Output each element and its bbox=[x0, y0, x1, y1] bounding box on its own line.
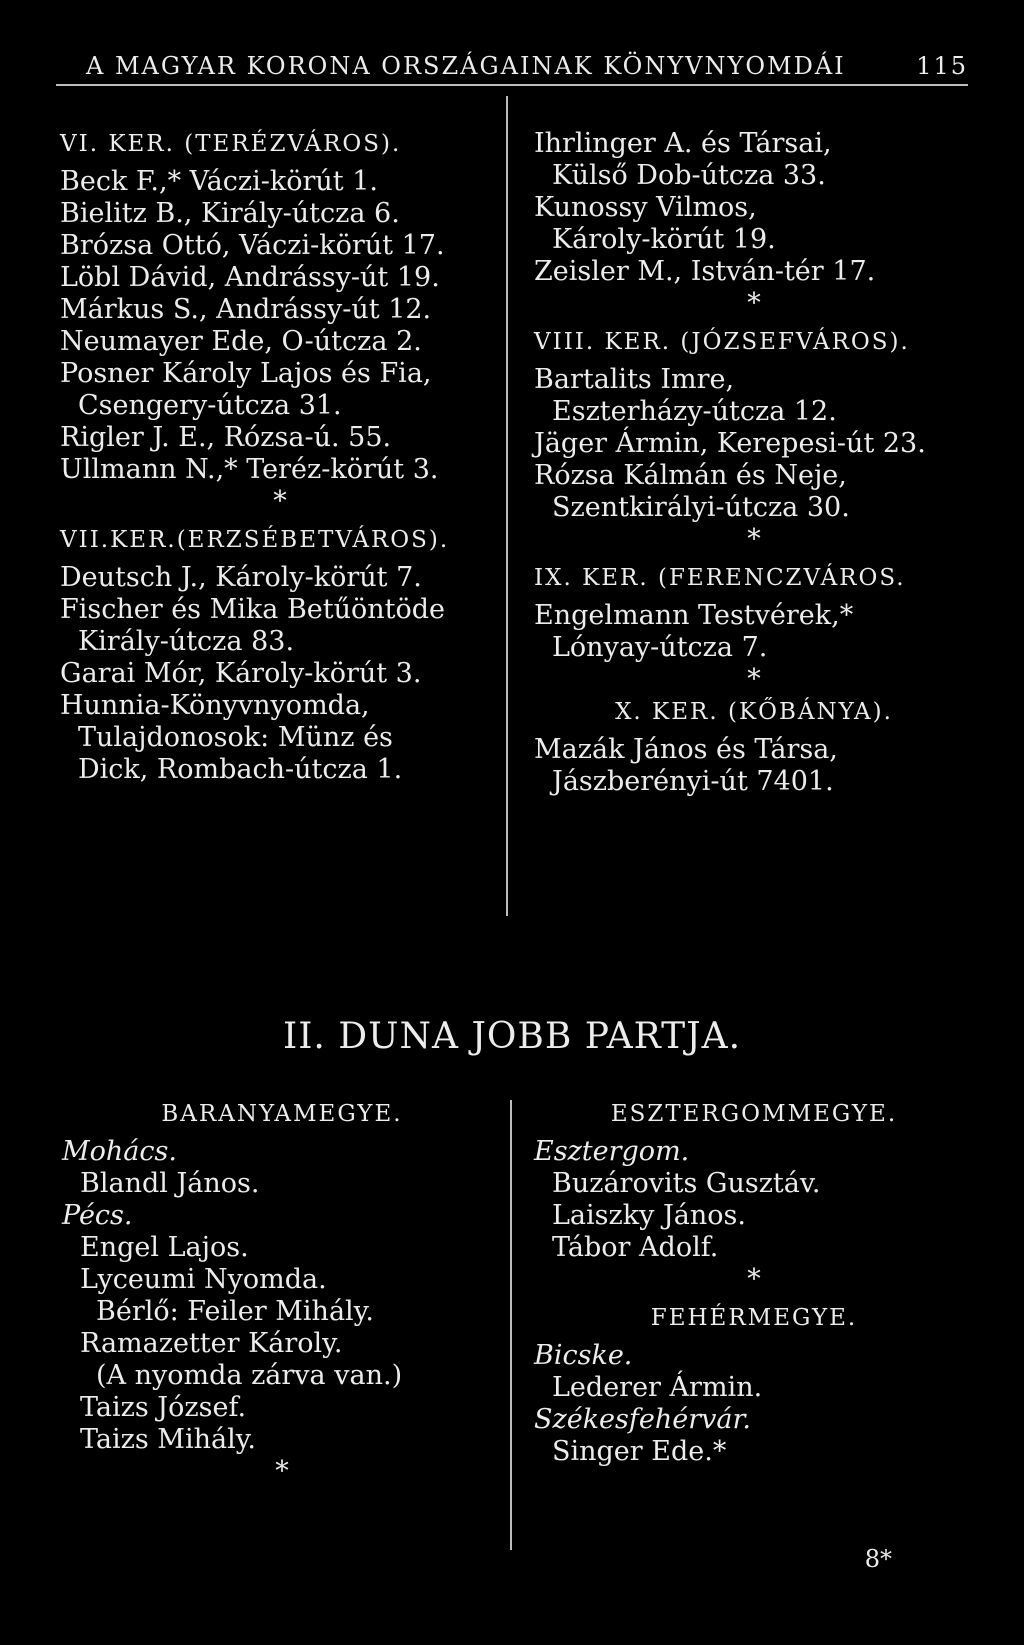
list-item: Lyceumi Nyomda. bbox=[80, 1264, 327, 1295]
list-item-continued: Jászberényi-út 7401. bbox=[552, 766, 834, 797]
section-heading: II. DUNA JOBB PARTJA. bbox=[282, 1016, 742, 1057]
list-item: Ullmann N.,* Teréz-körút 3. bbox=[60, 454, 439, 485]
list-item: Ihrlinger A. és Társai, bbox=[534, 128, 832, 159]
town-name: Pécs. bbox=[62, 1200, 133, 1231]
list-item-continued: Csengery-útcza 31. bbox=[78, 390, 342, 421]
list-item: Tábor Adolf. bbox=[552, 1232, 719, 1263]
list-item: Garai Mór, Károly-körút 3. bbox=[60, 658, 422, 689]
running-title: A MAGYAR KORONA ORSZÁGAINAK KÖNYVNYOMDÁI bbox=[86, 52, 846, 80]
district-list-right bbox=[534, 128, 974, 798]
header-rule bbox=[56, 84, 968, 86]
list-item-continued: Lónyay-útcza 7. bbox=[552, 632, 768, 663]
town-name: Székesfehérvár. bbox=[534, 1404, 752, 1435]
list-item: Taizs Mihály. bbox=[80, 1424, 256, 1455]
county-heading: BARANYAMEGYE. bbox=[161, 1101, 403, 1127]
county-list-right bbox=[534, 1098, 974, 1468]
list-item-continued: Károly-körút 19. bbox=[552, 224, 776, 255]
list-item: Laiszky János. bbox=[552, 1200, 746, 1231]
list-item: Fischer és Mika Betűöntöde bbox=[60, 594, 446, 625]
list-item: Márkus S., Andrássy-út 12. bbox=[60, 294, 432, 325]
county-heading: FEHÉRMEGYE. bbox=[650, 1305, 858, 1331]
list-item-continued: (A nyomda zárva van.) bbox=[96, 1360, 403, 1391]
list-item-continued: Szentkirályi-útcza 30. bbox=[552, 492, 850, 523]
list-item: Hunnia-Könyvnyomda, bbox=[60, 690, 370, 721]
district-heading: VII.KER.(ERZSÉBETVÁROS). bbox=[60, 527, 450, 553]
list-item-continued: Király-útcza 83. bbox=[78, 626, 295, 657]
district-heading: X. KER. (KŐBÁNYA). bbox=[615, 699, 893, 725]
list-item: Engelmann Testvérek,* bbox=[534, 600, 854, 631]
list-item: Rózsa Kálmán és Neje, bbox=[534, 460, 847, 491]
list-item-continued: Eszterházy-útcza 12. bbox=[552, 396, 837, 427]
list-item: Singer Ede.* bbox=[552, 1436, 727, 1467]
town-name: Esztergom. bbox=[534, 1136, 690, 1167]
list-item: Kunossy Vilmos, bbox=[534, 192, 757, 223]
star-separator: * bbox=[747, 1264, 761, 1295]
county-list-left bbox=[62, 1098, 502, 1488]
list-item: Ramazetter Károly. bbox=[80, 1328, 343, 1359]
list-item: Beck F.,* Váczi-körút 1. bbox=[60, 166, 378, 197]
list-item-continued: Tulajdonosok: Münz és bbox=[78, 722, 393, 753]
district-heading: IX. KER. (FERENCZVÁROS. bbox=[534, 565, 906, 591]
star-separator: * bbox=[747, 524, 761, 555]
list-item: Mazák János és Társa, bbox=[534, 734, 838, 765]
list-item: Engel Lajos. bbox=[80, 1232, 249, 1263]
list-item: Buzárovits Gusztáv. bbox=[552, 1168, 821, 1199]
star-separator: * bbox=[747, 288, 761, 319]
town-name: Bicske. bbox=[534, 1340, 633, 1371]
signature-mark: 8* bbox=[864, 1545, 892, 1573]
list-item: Lederer Ármin. bbox=[552, 1372, 763, 1403]
list-item: Löbl Dávid, Andrássy-út 19. bbox=[60, 262, 440, 293]
list-item: Taizs József. bbox=[80, 1392, 247, 1423]
list-item-continued: Külső Dob-útcza 33. bbox=[552, 160, 826, 191]
list-item-continued: Bérlő: Feiler Mihály. bbox=[96, 1296, 374, 1327]
list-item: Neumayer Ede, O-útcza 2. bbox=[60, 326, 422, 357]
list-item: Deutsch J., Károly-körút 7. bbox=[60, 562, 422, 593]
star-separator: * bbox=[273, 486, 287, 517]
page-number: 115 bbox=[916, 52, 968, 80]
list-item: Bielitz B., Király-útcza 6. bbox=[60, 198, 400, 229]
list-item: Bartalits Imre, bbox=[534, 364, 735, 395]
column-divider-bottom bbox=[510, 1100, 512, 1550]
district-heading: VI. KER. (TERÉZVÁROS). bbox=[60, 131, 402, 157]
district-list-left bbox=[60, 128, 500, 786]
list-item-continued: Dick, Rombach-útcza 1. bbox=[78, 754, 403, 785]
list-item: Rigler J. E., Rózsa-ú. 55. bbox=[60, 422, 392, 453]
list-item: Jäger Ármin, Kerepesi-út 23. bbox=[534, 428, 926, 459]
town-name: Mohács. bbox=[62, 1136, 177, 1167]
list-item: Zeisler M., István-tér 17. bbox=[534, 256, 876, 287]
list-item: Brózsa Ottó, Váczi-körút 17. bbox=[60, 230, 445, 261]
list-item: Blandl János. bbox=[80, 1168, 260, 1199]
star-separator: * bbox=[275, 1456, 289, 1487]
star-separator: * bbox=[747, 664, 761, 695]
district-heading: VIII. KER. (JÓZSEFVÁROS). bbox=[534, 329, 910, 355]
column-divider-top bbox=[506, 96, 508, 916]
list-item: Posner Károly Lajos és Fia, bbox=[60, 358, 432, 389]
county-heading: ESZTERGOMMEGYE. bbox=[610, 1101, 898, 1127]
